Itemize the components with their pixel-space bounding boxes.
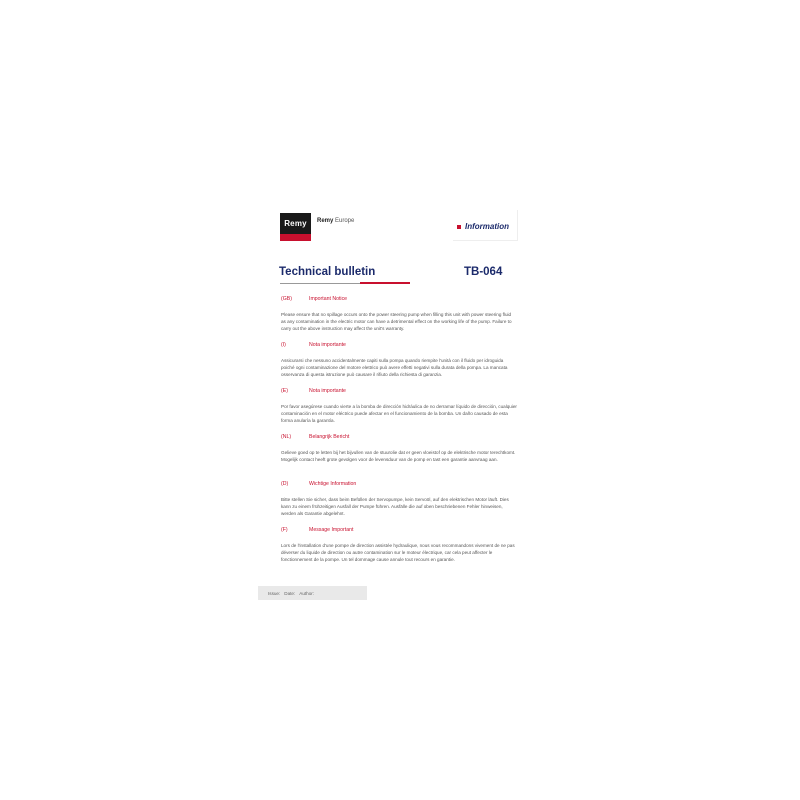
footer-issue: Issue: bbox=[268, 590, 281, 596]
section-heading-it bbox=[281, 342, 346, 348]
red-square-icon bbox=[457, 225, 461, 229]
section-code: (E) bbox=[281, 388, 288, 394]
section-code: (I) bbox=[281, 342, 286, 348]
section-title: Message Important bbox=[309, 527, 354, 533]
footer-date: Date: bbox=[284, 590, 296, 596]
section-body-it: Assicurarsi che nessuno accidentalmente capiti sulla pompa quando riempite l'unità con il fluido per idroguida poiché ogni contaminazione del motore elettrico può avere effetti negativi sulla durata della pompa. La mancata osservanza di questa istruzione può causare il rifiuto della richiesta di garanzia. bbox=[281, 358, 508, 378]
brand-name bbox=[317, 218, 354, 224]
section-title: Wichtige Information bbox=[309, 481, 357, 487]
logo-text: Remy bbox=[280, 213, 311, 234]
section-title: Important Notice bbox=[309, 296, 348, 302]
information-label bbox=[457, 222, 509, 231]
logo-red-band bbox=[280, 234, 311, 241]
section-code: (D) bbox=[281, 481, 289, 487]
section-body-es: Por favor asegúrese cuando vierte a la bomba de dirección hidráulica de no derramar líquido de dirección, cualquier contaminación en el motor eléctrico puede afectar en el funcionamiento de la bomba. Un daño causado de esta forma anularía la garantía. bbox=[281, 404, 517, 424]
section-code: (F) bbox=[281, 527, 288, 533]
bulletin-page bbox=[258, 210, 530, 600]
information-text: Information bbox=[465, 222, 509, 231]
footer-bar bbox=[258, 586, 367, 600]
section-title: Nota importante bbox=[309, 342, 346, 348]
section-heading-fr bbox=[281, 527, 353, 533]
section-title: Belangrijk Bericht bbox=[309, 434, 350, 440]
brand-rest: Europe bbox=[333, 218, 355, 224]
title-rule-red bbox=[360, 282, 410, 284]
section-title: Nota importante bbox=[309, 388, 346, 394]
section-body-gb: Please ensure that no spillage occurs onto the power steering pump when filling this unit with power steering fluid as any contamination in the electric motor can have a detrimental effect on the working life of the pump. Failure to carry out the above instruction may affect the unit's warranty. bbox=[281, 312, 512, 332]
document-title: Technical bulletin bbox=[279, 266, 376, 278]
section-body-nl: Gelieve goed op te letten bij het bijvullen van de stuurolie dat er geen vloeistof op de elektrische motor terechtkomt. Mogelijk contact heeft grote gevolgen voor de levensduur van de pomp en tast een garantie aanvraag aan. bbox=[281, 450, 516, 463]
section-heading-es bbox=[281, 388, 346, 394]
section-heading-nl bbox=[281, 434, 349, 440]
section-code: (NL) bbox=[281, 434, 292, 440]
section-heading-gb bbox=[281, 296, 347, 302]
bulletin-ref: TB-064 bbox=[464, 266, 503, 278]
remy-logo bbox=[280, 213, 311, 241]
title-rule-grey bbox=[280, 283, 360, 284]
brand-bold: Remy bbox=[317, 218, 334, 224]
footer-author: Author: bbox=[299, 590, 315, 596]
section-code: (GB) bbox=[281, 296, 292, 302]
section-heading-de bbox=[281, 481, 356, 487]
section-body-de: Bitte stellen Sie sicher, dass beim Befüllen der Servopumpe, kein Servoöl, auf den elektrischen Motor läuft. Dies kann zu einem frühzeitigen Ausfall der Pumpe führen. Ausfälle die auf oben beschriebenen Fehler hinweisen, werden als Garantie abgelehnt. bbox=[281, 497, 509, 517]
section-body-fr: Lors de l'installation d'une pompe de direction assistée hydraulique, nous vous recommandons vivement de ne pas déverser du liquide de direction ou autre contamination sur le moteur électrique, car cela peut affecter le fonctionnement de la pompe. Un tel dommage cause annule tout recours en garantie. bbox=[281, 543, 515, 563]
